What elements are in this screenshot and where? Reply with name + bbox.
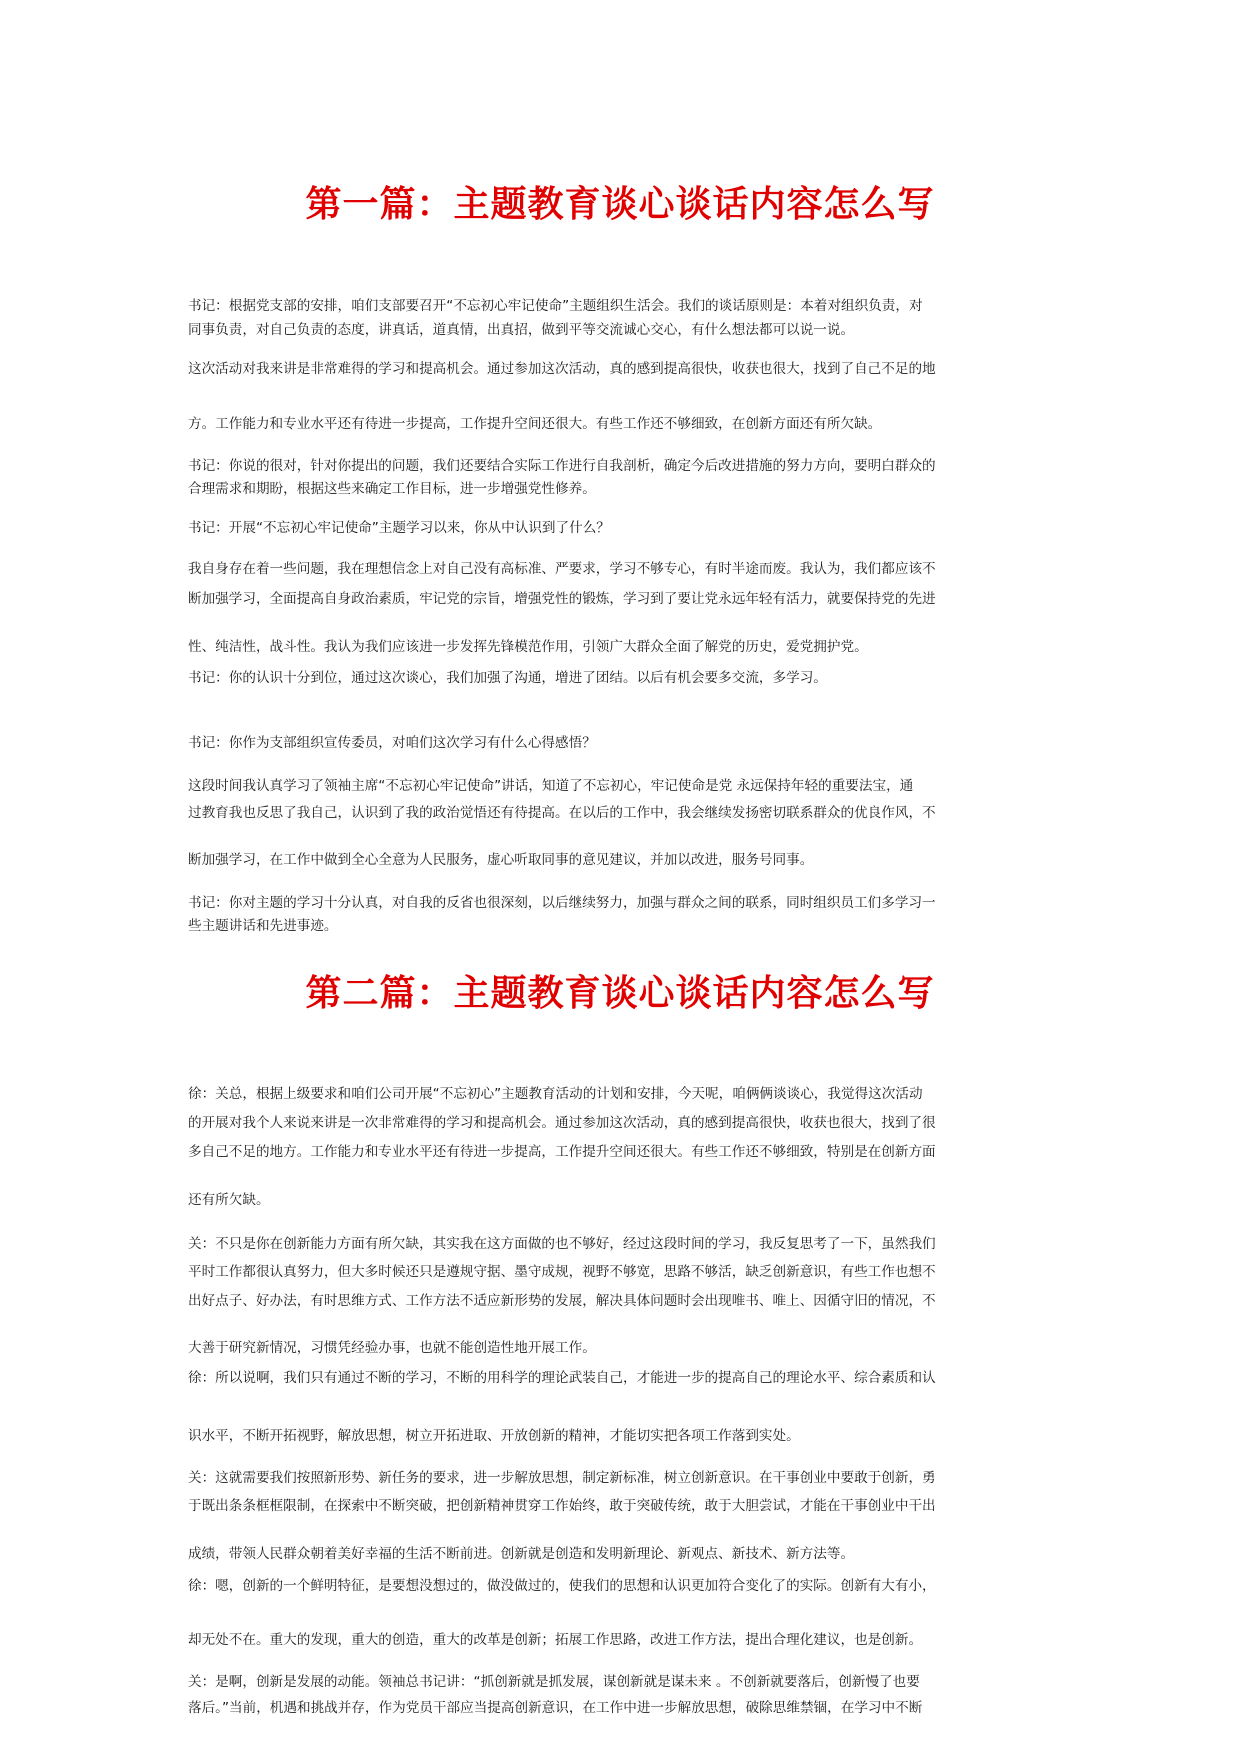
section-2-line: 落后。”当前，机遇和挑战并存，作为党员干部应当提高创新意识，在工作中进一步解放思想，破除思维禁锢，在学习中不断 — [188, 1700, 923, 1716]
section-2-line: 成绩，带领人民群众朝着美好幸福的生活不断前进。创新就是创造和发明新理论、新观点、新技术、新方法等。 — [188, 1546, 855, 1562]
section-1-line: 断加强学习，在工作中做到全心全意为人民服务，虚心听取同事的意见建议，并加以改进，服务号同事。 — [188, 852, 814, 868]
section-2-line: 关：不只是你在创新能力方面有所欠缺，其实我在这方面做的也不够好，经过这段时间的学习，我反复思考了一下，虽然我们 — [188, 1236, 936, 1252]
section-1-line: 方。工作能力和专业水平还有待进一步提高，工作提升空间还很大。有些工作还不够细致，在创新方面还有所欠缺。 — [188, 416, 882, 432]
section-2-line: 还有所欠缺。 — [188, 1192, 270, 1208]
section-1-line: 书记：你作为支部组织宣传委员，对咱们这次学习有什么心得感悟？ — [188, 735, 596, 751]
section-2-line: 出好点子、好办法，有时思维方式、工作方法不适应新形势的发展，解决具体问题时会出现唯书、唯上、因循守旧的情况，不 — [188, 1293, 936, 1309]
section-2-line: 徐：所以说啊，我们只有通过不断的学习，不断的用科学的理论武装自己，才能进一步的提高自己的理论水平、综合素质和认 — [188, 1370, 936, 1386]
section-1-line: 书记：你对主题的学习十分认真，对自我的反省也很深刻，以后继续努力，加强与群众之间的联系，同时组织员工们多学习一 — [188, 895, 936, 911]
section-2-line: 多自己不足的地方。工作能力和专业水平还有待进一步提高，工作提升空间还很大。有些工作还不够细致，特别是在创新方面 — [188, 1144, 936, 1160]
section-1-line: 断加强学习，全面提高自身政治素质，牢记党的宗旨，增强党性的锻炼，学习到了要让党永远年轻有活力，就要保持党的先进 — [188, 591, 936, 607]
section-2-line: 识水平，不断开拓视野，解放思想，树立开拓进取、开放创新的精神，才能切实把各项工作落到实处。 — [188, 1428, 800, 1444]
section-1-line: 过教育我也反思了我自己，认识到了我的政治觉悟还有待提高。在以后的工作中，我会继续发扬密切联系群众的优良作风，不 — [188, 805, 936, 821]
section-1-line: 性、纯洁性，战斗性。我认为我们应该进一步发挥先锋模范作用，引领广大群众全面了解党的历史，爱党拥护党。 — [188, 639, 868, 655]
section-2-line: 却无处不在。重大的发现，重大的创造，重大的改革是创新；拓展工作思路，改进工作方法，提出合理化建议，也是创新。 — [188, 1632, 923, 1648]
section-1-line: 同事负责，对自己负责的态度，讲真话，道真情，出真招，做到平等交流诚心交心，有什么想法都可以说一说。 — [188, 322, 855, 338]
section-1-line: 这次活动对我来讲是非常难得的学习和提高机会。通过参加这次活动，真的感到提高很快，收获也很大，找到了自己不足的地 — [188, 361, 936, 377]
section-2-line: 徐：关总，根据上级要求和咱们公司开展“不忘初心”主题教育活动的计划和安排，今天呢，咱俩俩谈谈心，我觉得这次活动 — [188, 1086, 923, 1102]
section-1-line: 我自身存在着一些问题，我在理想信念上对自己没有高标准、严要求，学习不够专心，有时半途而废。我认为，我们都应该不 — [188, 561, 936, 577]
section-1-line: 书记：你说的很对，针对你提出的问题，我们还要结合实际工作进行自我剖析，确定今后改进措施的努力方向，要明白群众的 — [188, 458, 936, 474]
section-2-title: 第二篇：主题教育谈心谈话内容怎么写 — [305, 972, 935, 1014]
section-2-line: 关：是啊，创新是发展的动能。领袖总书记讲：“抓创新就是抓发展，谋创新就是谋未来 。不创新就要落后，创新慢了也要 — [188, 1674, 920, 1690]
section-2-line: 平时工作都很认真努力，但大多时候还只是遵规守据、墨守成规，视野不够宽，思路不够活，缺乏创新意识，有些工作也想不 — [188, 1264, 936, 1280]
section-1-line: 这段时间我认真学习了领袖主席“不忘初心牢记使命”讲话，知道了不忘初心，牢记使命是党 永远保持年轻的重要法宝，通 — [188, 778, 914, 794]
section-1-title: 第一篇：主题教育谈心谈话内容怎么写 — [305, 183, 935, 225]
section-2-line: 关：这就需要我们按照新形势、新任务的要求，进一步解放思想，制定新标准，树立创新意识。在干事创业中要敢于创新，勇 — [188, 1470, 936, 1486]
section-2-line: 大善于研究新情况，习惯凭经验办事，也就不能创造性地开展工作。 — [188, 1340, 596, 1356]
section-1-line: 书记：根据党支部的安排，咱们支部要召开“不忘初心牢记使命”主题组织生活会。我们的谈话原则是：本着对组织负责，对 — [188, 298, 923, 314]
section-1-line: 合理需求和期盼，根据这些来确定工作目标，进一步增强党性修养。 — [188, 481, 596, 497]
section-1-line: 些主题讲话和先进事迹。 — [188, 918, 338, 934]
section-1-line: 书记：你的认识十分到位，通过这次谈心，我们加强了沟通，增进了团结。以后有机会要多交流，多学习。 — [188, 670, 827, 686]
section-2-line: 的开展对我个人来说来讲是一次非常难得的学习和提高机会。通过参加这次活动，真的感到提高很快，收获也很大，找到了很 — [188, 1115, 936, 1131]
section-1-line: 书记：开展“不忘初心牢记使命”主题学习以来，你从中认识到了什么？ — [188, 520, 610, 536]
section-2-line: 徐：嗯，创新的一个鲜明特征，是要想没想过的，做没做过的，使我们的思想和认识更加符合变化了的实际。创新有大有小， — [188, 1578, 936, 1594]
section-2-line: 于既出条条框框限制，在探索中不断突破，把创新精神贯穿工作始终，敢于突破传统，敢于大胆尝试，才能在干事创业中干出 — [188, 1498, 936, 1514]
